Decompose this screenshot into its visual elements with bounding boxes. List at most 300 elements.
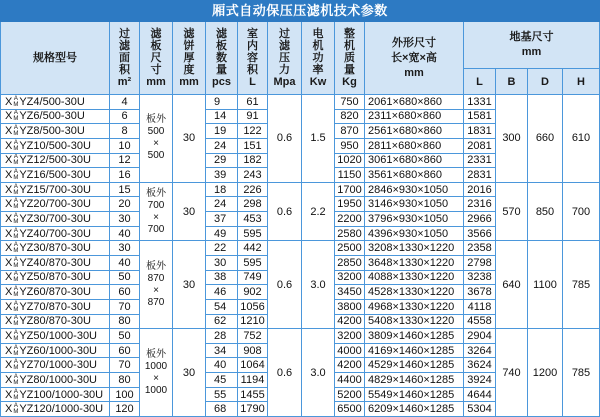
chamber-volume-cell: 61 [238, 95, 267, 109]
foundation-l-cell: 2831 [464, 168, 495, 182]
model-cell [1, 402, 109, 416]
model-prefix-sub: M [13, 101, 19, 108]
header-model [1, 22, 109, 94]
foundation-l-cell: 2316 [464, 197, 495, 211]
chamber-volume-cell: 122 [238, 124, 267, 138]
foundation-l-cell: 2798 [464, 256, 495, 270]
plate-count-cell: 46 [206, 285, 237, 299]
filter-area-cell: 30 [110, 241, 139, 255]
machine-weight-cell: 870 [335, 124, 364, 138]
plate-size-prefix: 板外 [146, 114, 166, 126]
model-cell [1, 110, 109, 124]
machine-weight-cell: 2580 [335, 227, 364, 241]
header-chamber-volume-unit: L [249, 75, 256, 88]
cake-thickness-cell: 30 [173, 183, 205, 241]
machine-weight-cell: 1150 [335, 168, 364, 182]
model-cell [1, 256, 109, 270]
header-chamber-volume [238, 22, 267, 94]
header-foundation-d [528, 69, 562, 94]
model-prefix-sub: M [13, 292, 19, 299]
model-prefix-stack [13, 315, 18, 327]
foundation-h-cell: 700 [563, 183, 599, 241]
model-prefix-sub: M [13, 321, 19, 328]
plate-count-cell: 38 [206, 271, 237, 285]
foundation-h-cell: 785 [563, 329, 599, 416]
filter-area-cell: 40 [110, 227, 139, 241]
plate-size-x: × [153, 211, 159, 223]
model-prefix-stack [13, 257, 18, 269]
model-prefix-sup: A [13, 125, 18, 132]
plate-size-x: × [153, 372, 159, 384]
plate-count-cell: 55 [206, 388, 237, 402]
model-prefix-stack [13, 169, 18, 181]
model-prefix-letter: X [5, 168, 13, 181]
model-prefix-letter: X [5, 242, 13, 255]
model-code: YZ16/500-30U [19, 168, 91, 181]
model-prefix-stack [13, 374, 18, 386]
model-prefix-sub: M [13, 160, 19, 167]
plate-size-b: 1000 [144, 384, 168, 396]
foundation-l-cell: 3678 [464, 285, 495, 299]
model-prefix-sub: M [13, 409, 19, 416]
foundation-l-cell: 1331 [464, 95, 495, 109]
model-prefix-sub: M [13, 233, 19, 240]
header-machine-weight-label: 整机质量 [344, 27, 355, 76]
header-machine-weight [335, 22, 364, 94]
machine-weight-cell: 2500 [335, 241, 364, 255]
filter-area-cell: 20 [110, 197, 139, 211]
motor-power-cell: 3.0 [302, 329, 334, 416]
model-prefix-sup: A [13, 300, 18, 307]
chamber-volume-cell: 1790 [238, 402, 267, 416]
motor-power-cell: 3.0 [302, 241, 334, 328]
model-cell [1, 139, 109, 153]
model-prefix-sub: M [13, 394, 19, 401]
cake-thickness-cell: 30 [173, 329, 205, 416]
model-code: YZ100/1000-30U [19, 388, 104, 401]
foundation-b-cell: 740 [496, 329, 527, 416]
header-plate-count-label: 滤板数量 [216, 27, 227, 76]
model-cell [1, 212, 109, 226]
overall-dimensions-cell: 2561×680×860 [365, 124, 463, 138]
model-prefix-sub: M [13, 218, 19, 225]
overall-dimensions-cell: 4968×1330×1220 [365, 300, 463, 314]
model-cell [1, 241, 109, 255]
machine-weight-cell: 3200 [335, 271, 364, 285]
chamber-volume-cell: 1455 [238, 388, 267, 402]
header-overall-dimensions [365, 22, 463, 94]
header-overall-dimensions-label: 外形尺寸 [392, 36, 436, 49]
overall-dimensions-cell: 5408×1330×1220 [365, 315, 463, 329]
table-title: 厢式自动保压压滤机技术参数 [0, 0, 600, 22]
filter-area-cell: 30 [110, 212, 139, 226]
machine-weight-cell: 2850 [335, 256, 364, 270]
overall-dimensions-cell: 3809×1460×1285 [365, 329, 463, 343]
plate-size-prefix: 板外 [146, 187, 166, 199]
model-cell [1, 227, 109, 241]
header-foundation-h [563, 69, 599, 94]
header-foundation-l-label: L [476, 75, 483, 88]
header-plate-size-label: 滤板尺寸 [150, 27, 162, 76]
header-foundation-l [464, 69, 495, 94]
model-cell [1, 388, 109, 402]
chamber-volume-cell: 1210 [238, 315, 267, 329]
model-code: YZ60/1000-30U [19, 344, 98, 357]
model-prefix-stack [13, 359, 18, 371]
filter-area-cell: 70 [110, 358, 139, 372]
machine-weight-cell: 2200 [335, 212, 364, 226]
machine-weight-cell: 820 [335, 110, 364, 124]
motor-power-cell: 1.5 [302, 95, 334, 182]
header-overall-dimensions-sub: 长×宽×高 [391, 51, 437, 64]
plate-count-cell: 45 [206, 373, 237, 387]
filter-area-cell: 50 [110, 271, 139, 285]
plate-size-b: 700 [147, 223, 165, 235]
header-foundation-h-label: H [577, 75, 585, 88]
model-prefix-sub: M [13, 145, 19, 152]
foundation-l-cell: 1831 [464, 124, 495, 138]
model-code: YZ60/870-30U [19, 286, 91, 299]
foundation-l-cell: 1581 [464, 110, 495, 124]
model-prefix-sup: A [13, 271, 18, 278]
overall-dimensions-cell: 2311×680×860 [365, 110, 463, 124]
model-prefix-sub: M [13, 379, 19, 386]
overall-dimensions-cell: 6209×1460×1285 [365, 402, 463, 416]
header-overall-dimensions-unit: mm [404, 66, 424, 79]
model-code: YZ30/700-30U [19, 212, 91, 225]
plate-size-prefix: 板外 [146, 260, 166, 272]
chamber-volume-cell: 453 [238, 212, 267, 226]
filter-area-cell: 70 [110, 300, 139, 314]
machine-weight-cell: 4000 [335, 344, 364, 358]
plate-count-cell: 34 [206, 344, 237, 358]
model-prefix-stack [13, 345, 18, 357]
plate-count-cell: 9 [206, 95, 237, 109]
model-prefix-sup: A [13, 242, 18, 249]
model-code: YZ40/870-30U [19, 256, 91, 269]
machine-weight-cell: 750 [335, 95, 364, 109]
plate-size-a: 700 [147, 199, 165, 211]
model-prefix-sup: A [13, 110, 18, 117]
plate-count-cell: 37 [206, 212, 237, 226]
overall-dimensions-cell: 4169×1460×1285 [365, 344, 463, 358]
plate-count-cell: 22 [206, 241, 237, 255]
foundation-l-cell: 3624 [464, 358, 495, 372]
foundation-l-cell: 3264 [464, 344, 495, 358]
plate-size-x: × [153, 138, 159, 150]
chamber-volume-cell: 752 [238, 329, 267, 343]
model-prefix-sup: A [13, 154, 18, 161]
model-prefix-sup: A [13, 388, 18, 395]
header-plate-size [140, 22, 172, 94]
model-prefix-sup: A [13, 286, 18, 293]
plate-size-b: 500 [147, 150, 165, 162]
plate-size-a: 1000 [144, 360, 168, 372]
foundation-l-cell: 3238 [464, 271, 495, 285]
chamber-volume-cell: 91 [238, 110, 267, 124]
model-cell [1, 344, 109, 358]
model-prefix-stack [13, 154, 18, 166]
model-prefix-letter: X [5, 227, 13, 240]
model-prefix-letter: X [5, 198, 13, 211]
chamber-volume-cell: 1064 [238, 358, 267, 372]
chamber-volume-cell: 243 [238, 168, 267, 182]
plate-count-cell: 40 [206, 358, 237, 372]
model-prefix-stack [13, 184, 18, 196]
plate-count-cell: 28 [206, 329, 237, 343]
model-prefix-stack [13, 271, 18, 283]
filter-area-cell: 100 [110, 388, 139, 402]
model-code: YZ8/500-30U [19, 125, 85, 138]
overall-dimensions-cell: 4529×1460×1285 [365, 358, 463, 372]
plate-size-a: 870 [147, 272, 165, 284]
foundation-d-cell: 1200 [528, 329, 562, 416]
plate-count-cell: 68 [206, 402, 237, 416]
chamber-volume-cell: 182 [238, 154, 267, 168]
model-cell [1, 95, 109, 109]
plate-count-cell: 14 [206, 110, 237, 124]
header-filter-pressure-unit: Mpa [273, 75, 296, 88]
foundation-l-cell: 4558 [464, 315, 495, 329]
model-prefix-letter: X [5, 300, 13, 313]
header-plate-size-unit: mm [146, 75, 166, 88]
header-filter-area [110, 22, 139, 94]
header-cake-thickness-unit: mm [179, 75, 199, 88]
machine-weight-cell: 6500 [335, 402, 364, 416]
header-model-label: 规格型号 [33, 51, 77, 64]
header-motor-power [302, 22, 334, 94]
machine-weight-cell: 1700 [335, 183, 364, 197]
model-prefix-sub: M [13, 131, 19, 138]
filter-pressure-cell: 0.6 [268, 95, 301, 182]
plate-count-cell: 49 [206, 227, 237, 241]
model-code: YZ10/500-30U [19, 139, 91, 152]
model-prefix-sub: M [13, 248, 19, 255]
model-prefix-sub: M [13, 335, 19, 342]
model-code: YZ80/870-30U [19, 315, 91, 328]
spec-table [0, 22, 600, 417]
machine-weight-cell: 3800 [335, 300, 364, 314]
header-foundation-b-label: B [507, 75, 516, 88]
model-cell [1, 197, 109, 211]
model-prefix-sub: M [13, 174, 19, 181]
model-prefix-sub: M [13, 365, 19, 372]
model-prefix-sup: A [13, 183, 18, 190]
foundation-h-cell: 785 [563, 241, 599, 328]
model-cell [1, 168, 109, 182]
model-prefix-stack [13, 125, 18, 137]
filter-pressure-cell: 0.6 [268, 241, 301, 328]
filter-area-cell: 4 [110, 95, 139, 109]
chamber-volume-cell: 908 [238, 344, 267, 358]
model-prefix-letter: X [5, 139, 13, 152]
filter-area-cell: 15 [110, 183, 139, 197]
model-prefix-letter: X [5, 359, 13, 372]
model-cell [1, 183, 109, 197]
model-prefix-stack [13, 242, 18, 254]
foundation-l-cell: 3566 [464, 227, 495, 241]
machine-weight-cell: 1950 [335, 197, 364, 211]
model-prefix-stack [13, 198, 18, 210]
chamber-volume-cell: 151 [238, 139, 267, 153]
header-plate-count-unit: pcs [212, 75, 231, 88]
model-prefix-sup: A [13, 227, 18, 234]
model-code: YZ15/700-30U [19, 183, 91, 196]
cake-thickness-cell: 30 [173, 95, 205, 182]
model-prefix-sub: M [13, 262, 19, 269]
model-code: YZ80/1000-30U [19, 373, 98, 386]
model-cell [1, 154, 109, 168]
model-prefix-stack [13, 96, 18, 108]
machine-weight-cell: 3450 [335, 285, 364, 299]
header-plate-count [206, 22, 237, 94]
filter-area-cell: 8 [110, 124, 139, 138]
plate-count-cell: 19 [206, 124, 237, 138]
filter-area-cell: 10 [110, 139, 139, 153]
filter-area-cell: 12 [110, 154, 139, 168]
model-prefix-letter: X [5, 315, 13, 328]
machine-weight-cell: 4200 [335, 315, 364, 329]
foundation-h-cell: 610 [563, 95, 599, 182]
filter-area-cell: 80 [110, 315, 139, 329]
motor-power-cell: 2.2 [302, 183, 334, 241]
plate-count-cell: 29 [206, 154, 237, 168]
chamber-volume-cell: 595 [238, 227, 267, 241]
model-code: YZ50/870-30U [19, 271, 91, 284]
foundation-d-cell: 1100 [528, 241, 562, 328]
model-cell [1, 124, 109, 138]
chamber-volume-cell: 902 [238, 285, 267, 299]
foundation-l-cell: 2081 [464, 139, 495, 153]
plate-count-cell: 62 [206, 315, 237, 329]
overall-dimensions-cell: 4396×930×1050 [365, 227, 463, 241]
plate-size-cell [140, 241, 172, 328]
model-code: YZ20/700-30U [19, 198, 91, 211]
model-prefix-letter: X [5, 183, 13, 196]
plate-size-prefix: 板外 [146, 348, 166, 360]
filter-area-cell: 40 [110, 256, 139, 270]
model-prefix-letter: X [5, 403, 13, 416]
header-motor-power-label: 电机功率 [312, 27, 324, 76]
model-prefix-sup: A [13, 198, 18, 205]
model-cell [1, 315, 109, 329]
foundation-l-cell: 2358 [464, 241, 495, 255]
cake-thickness-cell: 30 [173, 241, 205, 328]
model-prefix-sup: A [13, 139, 18, 146]
overall-dimensions-cell: 4829×1460×1285 [365, 373, 463, 387]
header-filter-area-unit: m² [117, 75, 132, 88]
plate-count-cell: 24 [206, 139, 237, 153]
model-prefix-sub: M [13, 306, 19, 313]
header-foundation-label: 地基尺寸 [509, 31, 554, 43]
plate-size-a: 500 [147, 126, 165, 138]
foundation-b-cell: 570 [496, 183, 527, 241]
model-prefix-sub: M [13, 277, 19, 284]
model-prefix-sup: A [13, 373, 18, 380]
model-prefix-sub: M [13, 116, 19, 123]
header-chamber-volume-label: 室内容积 [247, 27, 258, 76]
model-prefix-stack [13, 110, 18, 122]
overall-dimensions-cell: 3208×1330×1220 [365, 241, 463, 255]
plate-size-cell [140, 95, 172, 182]
filter-area-cell: 120 [110, 402, 139, 416]
model-cell [1, 329, 109, 343]
chamber-volume-cell: 749 [238, 271, 267, 285]
model-prefix-sup: A [13, 329, 18, 336]
chamber-volume-cell: 1056 [238, 300, 267, 314]
model-code: YZ120/1000-30U [19, 403, 104, 416]
plate-count-cell: 30 [206, 256, 237, 270]
overall-dimensions-cell: 4088×1330×1220 [365, 271, 463, 285]
foundation-d-cell: 850 [528, 183, 562, 241]
model-code: YZ70/870-30U [19, 300, 91, 313]
filter-area-cell: 16 [110, 168, 139, 182]
model-prefix-stack [13, 403, 18, 415]
model-code: YZ4/500-30U [19, 95, 85, 108]
machine-weight-cell: 950 [335, 139, 364, 153]
model-cell [1, 358, 109, 372]
plate-size-x: × [153, 284, 159, 296]
header-filter-pressure [268, 22, 301, 94]
filter-area-cell: 6 [110, 110, 139, 124]
foundation-l-cell: 4118 [464, 300, 495, 314]
filter-pressure-cell: 0.6 [268, 183, 301, 241]
model-prefix-letter: X [5, 286, 13, 299]
header-filter-pressure-label: 过滤压力 [279, 27, 290, 76]
model-prefix-sup: A [13, 95, 18, 102]
foundation-l-cell: 2331 [464, 154, 495, 168]
plate-count-cell: 39 [206, 168, 237, 182]
plate-count-cell: 24 [206, 197, 237, 211]
model-prefix-sup: A [13, 359, 18, 366]
model-prefix-letter: X [5, 125, 13, 138]
model-prefix-sup: A [13, 403, 18, 410]
overall-dimensions-cell: 2061×680×860 [365, 95, 463, 109]
foundation-l-cell: 2016 [464, 183, 495, 197]
model-code: YZ40/700-30U [19, 227, 91, 240]
model-code: YZ70/1000-30U [19, 359, 98, 372]
overall-dimensions-cell: 3061×680×860 [365, 154, 463, 168]
overall-dimensions-cell: 5549×1460×1285 [365, 388, 463, 402]
overall-dimensions-cell: 3648×1330×1220 [365, 256, 463, 270]
plate-count-cell: 18 [206, 183, 237, 197]
model-prefix-letter: X [5, 271, 13, 284]
model-prefix-sub: M [13, 204, 19, 211]
model-prefix-letter: X [5, 95, 13, 108]
model-prefix-stack [13, 228, 18, 240]
chamber-volume-cell: 1194 [238, 373, 267, 387]
model-code: YZ12/500-30U [19, 154, 91, 167]
foundation-l-cell: 2904 [464, 329, 495, 343]
foundation-b-cell: 640 [496, 241, 527, 328]
model-prefix-letter: X [5, 388, 13, 401]
filter-area-cell: 80 [110, 373, 139, 387]
header-motor-power-unit: Kw [309, 75, 327, 88]
plate-size-cell [140, 183, 172, 241]
header-foundation-b [496, 69, 527, 94]
overall-dimensions-cell: 2811×680×860 [365, 139, 463, 153]
model-code: YZ50/1000-30U [19, 329, 98, 342]
header-foundation-unit: mm [521, 46, 542, 58]
foundation-l-cell: 2966 [464, 212, 495, 226]
model-prefix-stack [13, 330, 18, 342]
filter-area-cell: 60 [110, 285, 139, 299]
model-prefix-sup: A [13, 212, 18, 219]
machine-weight-cell: 5200 [335, 388, 364, 402]
model-cell [1, 300, 109, 314]
model-cell [1, 285, 109, 299]
chamber-volume-cell: 442 [238, 241, 267, 255]
